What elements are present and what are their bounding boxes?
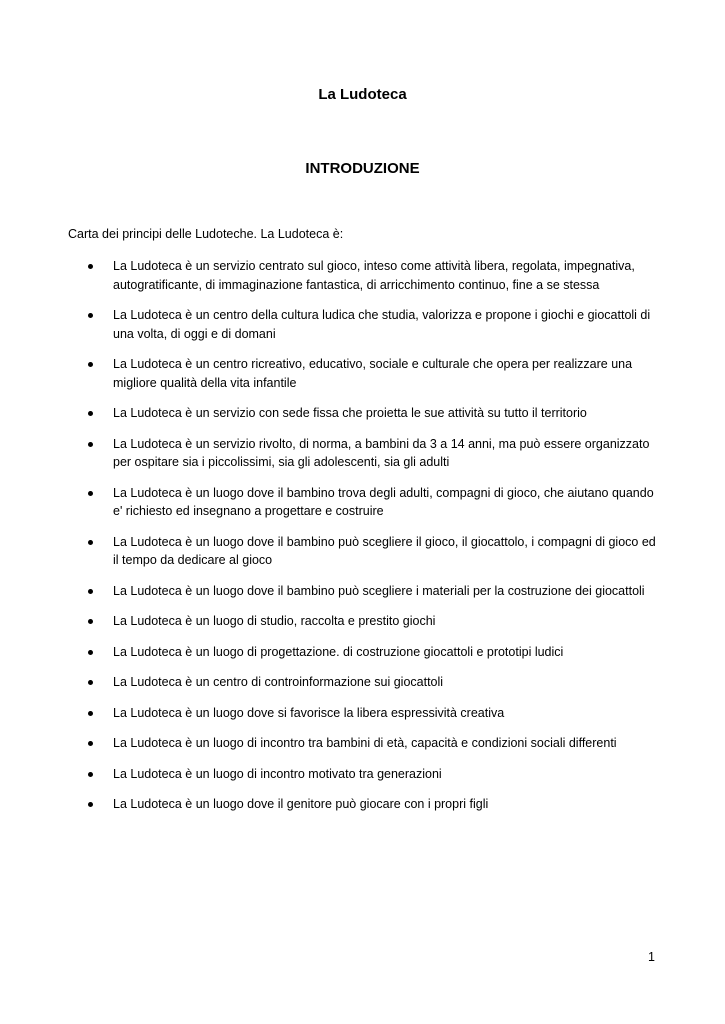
list-item	[68, 435, 660, 472]
list-item-text: La Ludoteca è un servizio con sede fissa che proietta le sue attività su tutto il territorio	[113, 406, 587, 420]
bullet-icon	[88, 680, 93, 685]
bullet-icon	[88, 589, 93, 594]
list-item-text: La Ludoteca è un servizio rivolto, di norma, a bambini da 3 a 14 anni, ma può essere organizzato per ospitare sia i piccolissimi, sia gli adolescenti, sia gli adulti	[113, 436, 650, 469]
bullet-icon	[88, 540, 93, 545]
bullet-icon	[88, 442, 93, 447]
intro-paragraph: Carta dei principi delle Ludoteche. La Ludoteca è:	[68, 227, 344, 241]
list-item-text: La Ludoteca è un servizio centrato sul gioco, inteso come attività libera, regolata, impegnativa, autogratificante, di immaginazione fantastica, di arricchimento continuo, fine a se stessa	[113, 259, 635, 292]
bullet-icon	[88, 741, 93, 746]
section-title: INTRODUZIONE	[305, 160, 420, 177]
bullet-icon	[88, 802, 93, 807]
list-item-text: La Ludoteca è un luogo dove il genitore può giocare con i propri figli	[113, 797, 489, 811]
list-item	[68, 306, 660, 343]
list-item	[68, 484, 660, 521]
bullet-icon	[88, 772, 93, 777]
list-item	[68, 404, 660, 423]
list-item	[68, 643, 660, 662]
bullet-icon	[88, 711, 93, 716]
bullet-icon	[88, 619, 93, 624]
list-item-text: La Ludoteca è un centro di controinformazione sui giocattoli	[113, 675, 444, 689]
list-item-text: La Ludoteca è un luogo di studio, raccolta e prestito giochi	[113, 614, 436, 628]
bullet-icon	[88, 362, 93, 367]
list-item	[68, 533, 660, 570]
list-item-text: La Ludoteca è un luogo dove il bambino può scegliere i materiali per la costruzione dei giocattoli	[113, 583, 645, 598]
list-item	[68, 673, 660, 692]
list-item-text: La Ludoteca è un centro ricreativo, educativo, sociale e culturale che opera per realizzare una migliore qualità della vita infantile	[113, 357, 633, 390]
list-item	[68, 582, 660, 601]
list-item	[68, 355, 660, 392]
bullet-icon	[88, 313, 93, 318]
document-title: La Ludoteca	[318, 86, 407, 103]
list-item-text: La Ludoteca è un luogo di progettazione. di costruzione giocattoli e prototipi ludici	[113, 644, 564, 659]
list-item	[68, 734, 660, 753]
bullet-icon	[88, 491, 93, 496]
list-item	[68, 704, 660, 723]
bullet-icon	[88, 650, 93, 655]
principles-list	[68, 257, 660, 826]
list-item-text: La Ludoteca è un luogo dove il bambino trova degli adulti, compagni di gioco, che aiutano quando e' richiesto ed insegnano a progettare e costruire	[113, 485, 654, 518]
page-number: 1	[648, 950, 655, 964]
list-item-text: La Ludoteca è un luogo dove il bambino può scegliere il gioco, il giocattolo, i compagni di gioco ed il tempo da dedicare al gioco	[113, 534, 656, 567]
list-item	[68, 612, 660, 631]
list-item-text: La Ludoteca è un luogo di incontro tra bambini di età, capacità e condizioni sociali differenti	[113, 736, 617, 750]
bullet-icon	[88, 411, 93, 416]
list-item	[68, 257, 660, 294]
list-item-text: La Ludoteca è un centro della cultura ludica che studia, valorizza e propone i giochi e giocattoli di una volta, di oggi e di domani	[113, 308, 651, 341]
list-item-text: La Ludoteca è un luogo di incontro motivato tra generazioni	[113, 766, 442, 781]
list-item-text: La Ludoteca è un luogo dove si favorisce la libera espressività creativa	[113, 705, 505, 720]
bullet-icon	[88, 264, 93, 269]
list-item	[68, 795, 660, 814]
list-item	[68, 765, 660, 784]
